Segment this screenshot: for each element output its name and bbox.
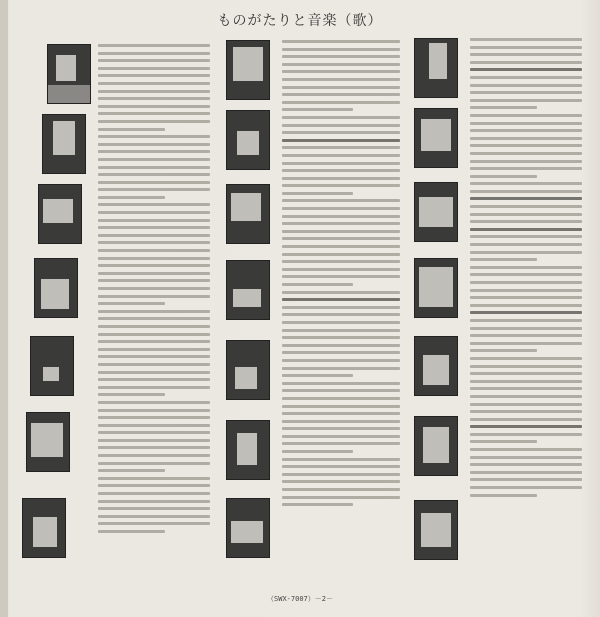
page-edge: [0, 0, 8, 617]
still-image: [226, 340, 270, 400]
still-image: [226, 40, 270, 100]
still-image: [226, 260, 270, 320]
still-image: [22, 498, 66, 558]
still-image: [414, 500, 458, 560]
still-image: [34, 258, 78, 318]
still-image: [226, 498, 270, 558]
still-image: [414, 336, 458, 396]
still-image: [414, 108, 458, 168]
text-column-right: [470, 38, 582, 501]
still-image: [414, 182, 458, 242]
still-image: [38, 184, 82, 244]
still-image: [414, 38, 458, 98]
still-image: [42, 114, 86, 174]
still-image: [30, 336, 74, 396]
still-image: [26, 412, 70, 472]
still-image: [226, 110, 270, 170]
still-image: [226, 420, 270, 480]
page-title: ものがたりと音楽（歌）: [217, 13, 383, 29]
text-column-middle: [282, 40, 400, 511]
page-footer: （SWX-7007）－2－: [267, 595, 333, 603]
text-column-left: [98, 44, 210, 538]
still-image: [414, 258, 458, 318]
still-image: [414, 416, 458, 476]
still-image: [47, 44, 91, 104]
still-image: [226, 184, 270, 244]
